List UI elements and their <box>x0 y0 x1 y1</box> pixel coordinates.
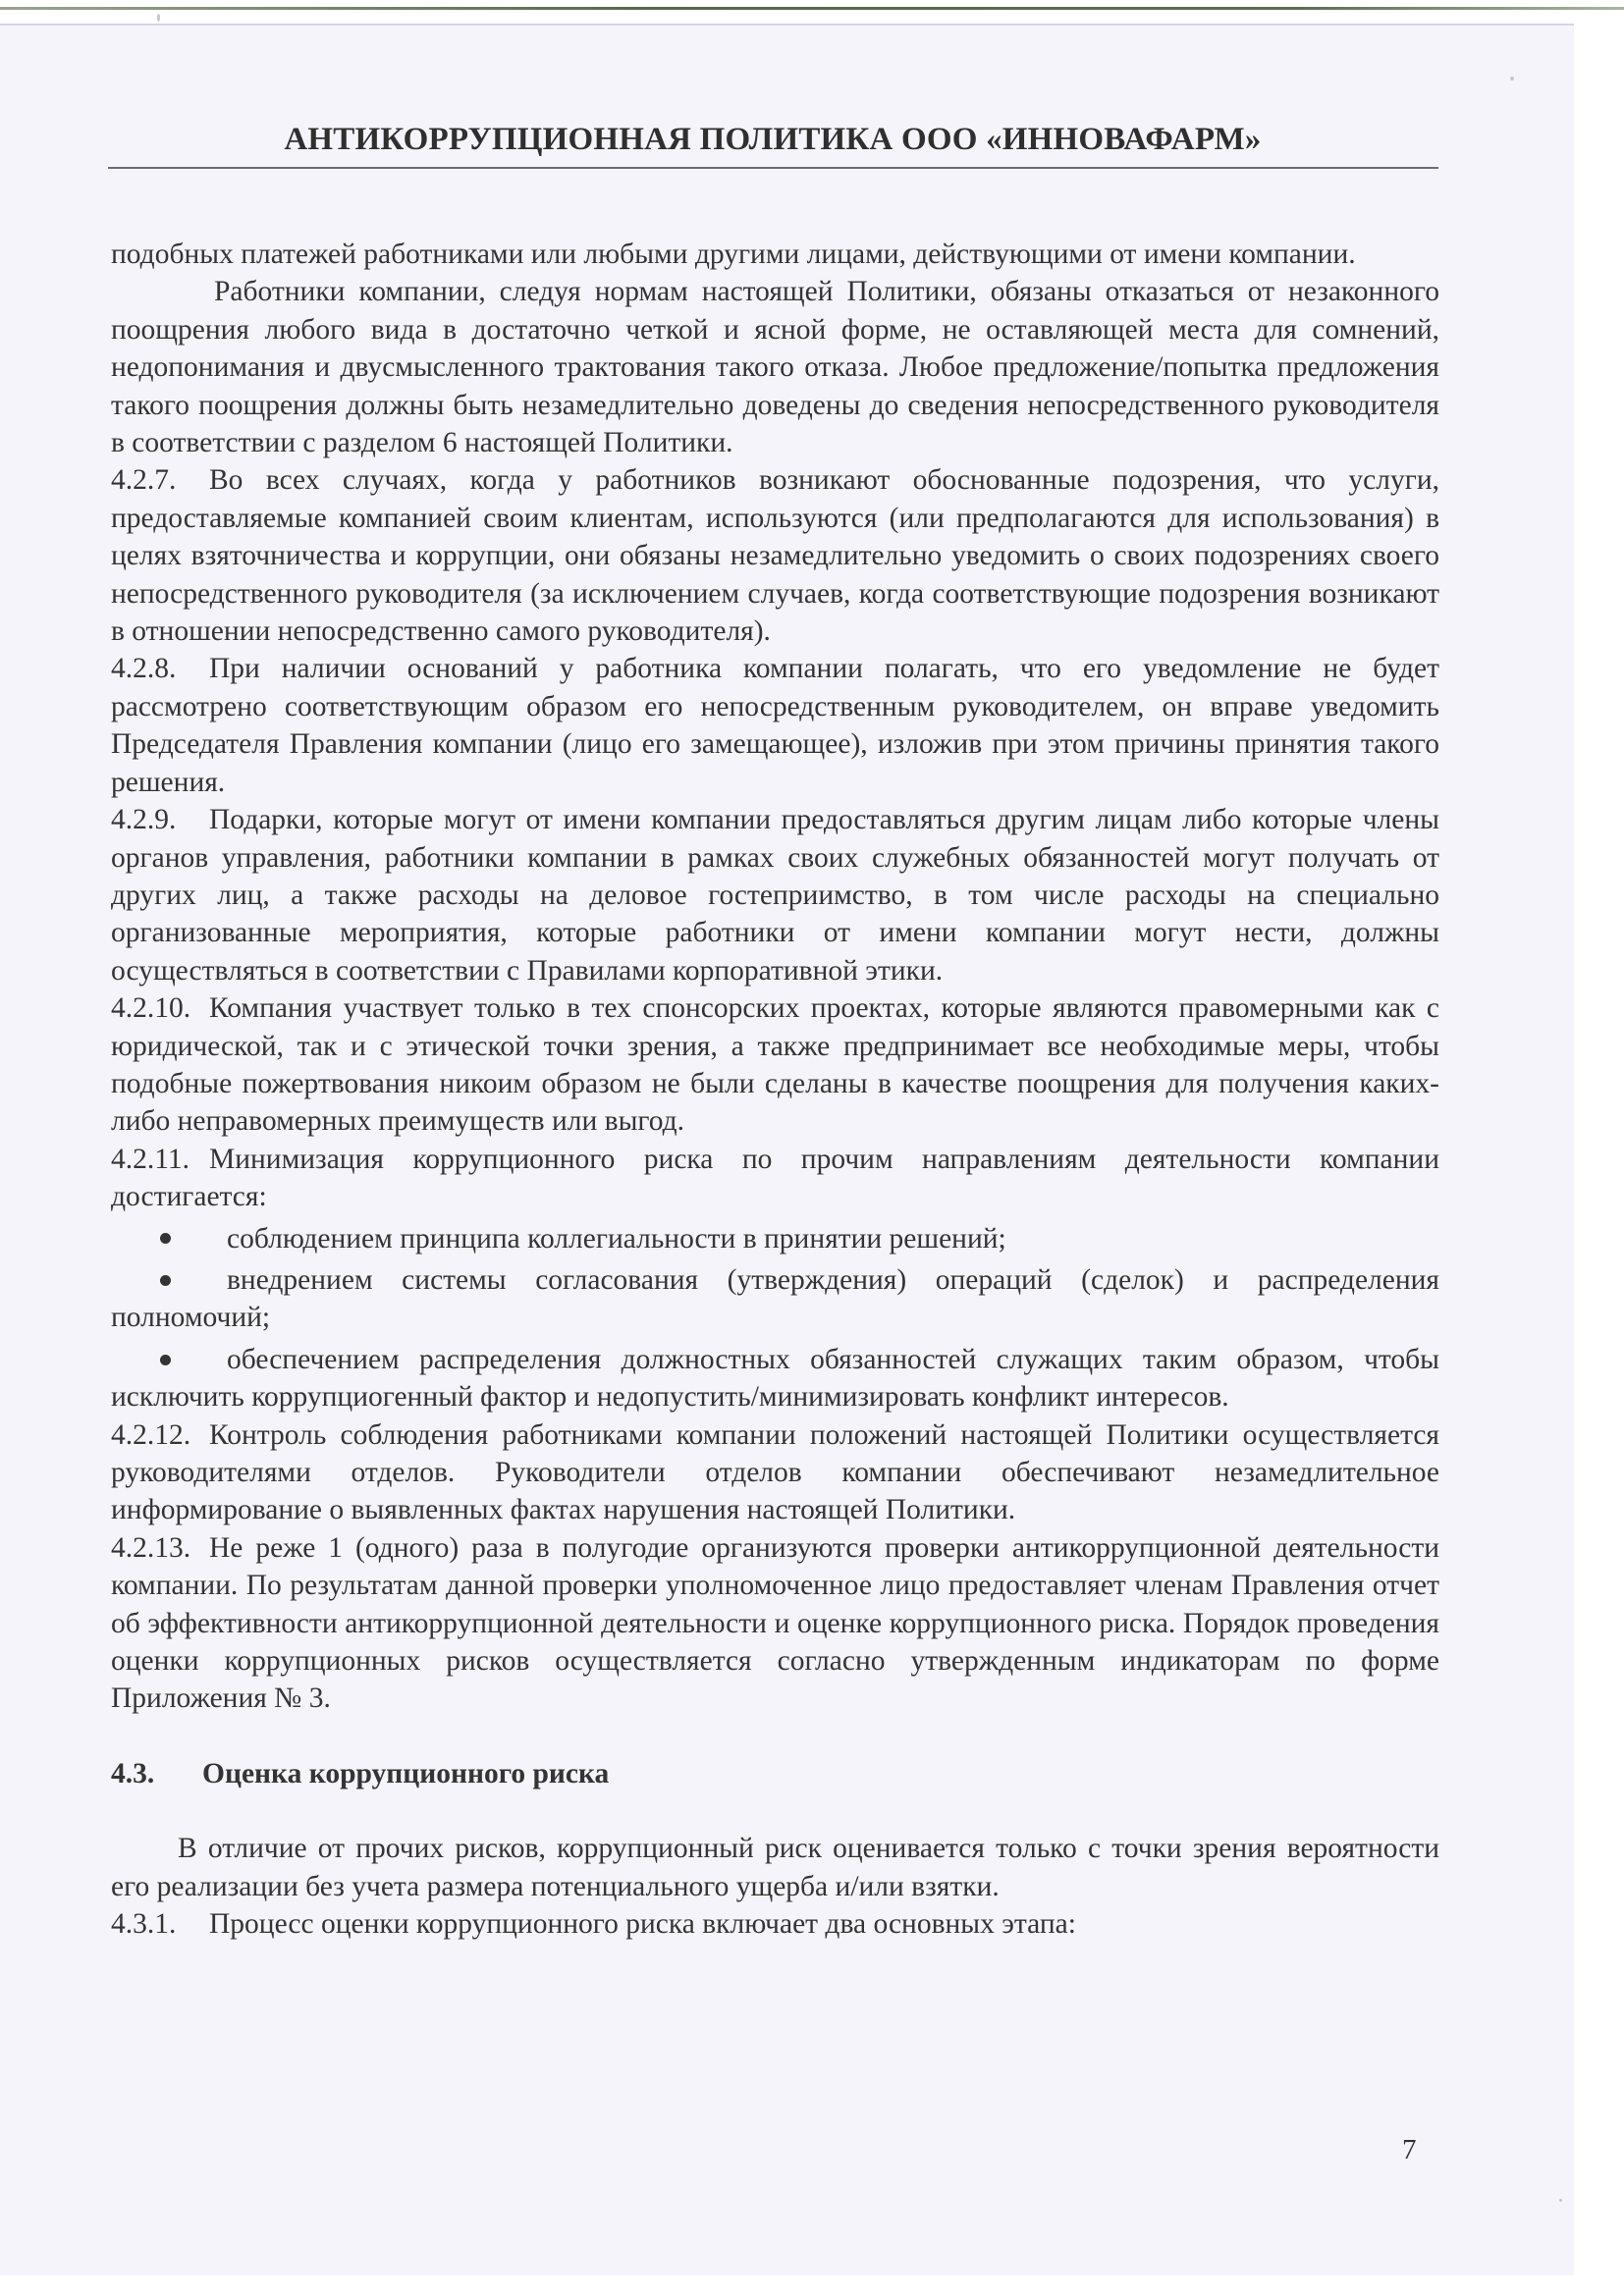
bullet-icon <box>160 1341 227 1378</box>
document-body <box>111 236 1439 1943</box>
bullet-icon <box>160 1220 227 1257</box>
paragraph-employees: Работники компании, следуя нормам настоящей Политики, обязаны отказаться от незаконного поощрения любого вида в достаточно четкой и ясной форме, не оставляющей места для сомнений, недопонимания и двусмысленного трактования такого отказа. Любое предложение/попытка предложения такого поощрения должны быть незамедлительно доведены до сведения непосредственного руководителя в соответствии с разделом 6 настоящей Политики. <box>111 276 1439 459</box>
clause-number: 4.2.12. <box>111 1418 191 1451</box>
clause-4-3-1 <box>111 1905 1439 1943</box>
section-intro: В отличие от прочих рисков, коррупционный риск оценивается только с точки зрения вероятности его реализации без учета размера потенциального ущерба и/или взятки. <box>111 1833 1439 1902</box>
clause-number: 4.2.9. <box>111 804 177 836</box>
clause-4-2-9 <box>111 801 1439 989</box>
scan-speck <box>1559 2199 1562 2202</box>
clause-number: 4.2.11. <box>111 1143 190 1175</box>
clause-number: 4.3.1. <box>111 1908 177 1941</box>
clause-text: Минимизация коррупционного риска по прочим направлениям деятельности компании достигается: <box>111 1143 1439 1213</box>
clause-4-2-12 <box>111 1416 1439 1529</box>
clause-text: Не реже 1 (одного) раза в полугодие организуются проверки антикоррупционной деятельности компании. По результатам данной проверки уполномоченное лицо предоставляет членам Правления отчет об эффективности антикоррупционной деятельности и оценке коррупционного риска. Порядок проведения оценки коррупционных рисков осуществляется согласно утвержденным индикаторам по форме Приложения № 3. <box>111 1531 1439 1715</box>
clause-number: 4.2.7. <box>111 464 177 497</box>
clause-number: 4.2.13. <box>111 1531 191 1564</box>
clause-text: Процесс оценки коррупционного риска включает два основных этапа: <box>209 1908 1076 1941</box>
paragraph-continuation: подобных платежей работниками или любыми другими лицами, действующими от имени компании. <box>111 239 1356 270</box>
clause-4-2-10 <box>111 989 1439 1141</box>
scan-edge-line <box>0 7 1624 10</box>
clause-text: Подарки, которые могут от имени компании предоставляться другим лицам либо которые члены органов управления, работники компании в рамках своих служебных обязанностей могут получать от других лиц, а также расходы на деловое гостеприимство, в том числе расходы на специально организованные мероприятия, которые работники от имени компании могут нести, должны осуществляться в соответствии с Правилами корпоративной этики. <box>111 804 1439 987</box>
clause-4-2-13 <box>111 1529 1439 1718</box>
running-header-title: АНТИКОРРУПЦИОННАЯ ПОЛИТИКА ООО «ИННОВАФАРМ» <box>284 122 1262 157</box>
section-title: Оценка коррупционного риска <box>202 1757 610 1789</box>
clause-text: Компания участвует только в тех спонсорских проектах, которые являются правомерными как с юридической, так и с этической точки зрения, а также предпринимает все необходимые меры, чтобы подобные пожертвования никоим образом не были сделаны в качестве поощрения для получения каких-либо неправомерных преимуществ или выгод. <box>111 992 1439 1138</box>
bullet-text: обеспечением распределения должностных обязанностей служащих таким образом, чтобы исключить коррупциогенный фактор и недопустить/минимизировать конфликт интересов. <box>111 1343 1439 1414</box>
bullet-text: соблюдением принципа коллегиальности в принятии решений; <box>227 1222 1006 1255</box>
scan-speck <box>1510 77 1514 80</box>
scan-speck <box>157 14 160 22</box>
page-number: 7 <box>1402 2134 1417 2165</box>
bullet-item <box>111 1341 1439 1416</box>
clause-number: 4.2.8. <box>111 653 177 685</box>
bullet-icon <box>160 1261 227 1299</box>
clause-number: 4.2.10. <box>111 992 191 1025</box>
bullet-item <box>111 1220 1439 1257</box>
clause-4-2-7 <box>111 461 1439 650</box>
clause-text: Контроль соблюдения работниками компании положений настоящей Политики осуществляется руководителями отделов. Руководители отделов компании обеспечивают незамедлительное информирование о выявленных фактах нарушения настоящей Политики. <box>111 1418 1439 1526</box>
clause-4-2-11 <box>111 1141 1439 1216</box>
clause-text: При наличии оснований у работника компании полагать, что его уведомление не будет рассмотрено соответствующим образом его непосредственным руководителем, он вправе уведомить Председателя Правления компании (лицо его замещающее), изложив при этом причины принятия такого решения. <box>111 653 1439 798</box>
bullet-text: внедрением системы согласования (утверждения) операций (сделок) и распределения полномочий; <box>111 1263 1439 1334</box>
section-number: 4.3. <box>111 1757 155 1789</box>
section-heading-4-3 <box>111 1755 1439 1792</box>
header-rule <box>108 167 1438 169</box>
bullet-item <box>111 1261 1439 1337</box>
clause-4-2-8 <box>111 650 1439 801</box>
clause-text: Во всех случаях, когда у работников возникают обоснованные подозрения, что услуги, предоставляемые компанией своим клиентам, используются (или предполагаются для использования) в целях взяточничества и коррупции, они обязаны незамедлительно уведомить о своих подозрениях своего непосредственного руководителя (за исключением случаев, когда соответствующие подозрения возникают в отношении непосредственно самого руководителя). <box>111 464 1439 648</box>
